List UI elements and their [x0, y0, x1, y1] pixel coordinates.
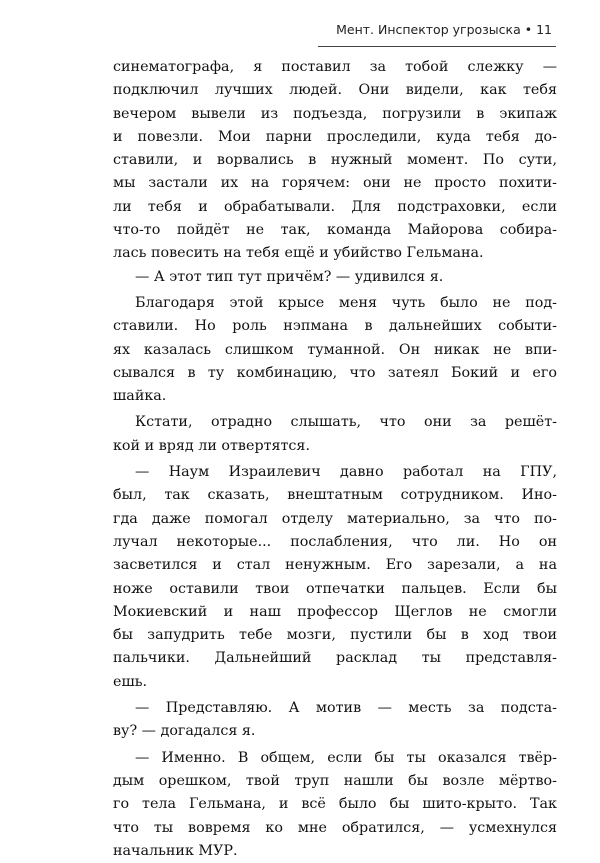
text-line: го тела Гельмана, и всё было бы шито-крыто. Так	[113, 796, 557, 813]
text-line: гда даже помогал отделу материально, за что по-	[113, 510, 557, 527]
text-line: подключил лучших людей. Они видели, как тебя	[113, 82, 557, 99]
text-line: ставили, и ворвались в нужный момент. По сути,	[113, 152, 557, 169]
text-line: что ты вовремя ко мне обратился, — усмехнулся	[113, 819, 557, 836]
text-line: ноже оставили твои отпечатки пальцев. Если бы	[113, 580, 557, 597]
text-line: ставили. Но роль нэпмана в дальнейших событи-	[113, 318, 557, 335]
text-line: — Наум Израилевич давно работал на ГПУ,	[135, 464, 557, 481]
text-line: ли тебя и обрабатывали. Для подстраховки, если	[113, 198, 557, 215]
running-header: Мент. Инспектор угрозыска • 11	[336, 22, 552, 37]
text-line: Благодаря этой крысе меня чуть было не под-	[135, 294, 557, 311]
text-line: дым орешком, твой труп нашли бы возле мёртво-	[113, 772, 557, 789]
text-line: — Именно. В общем, если бы ты оказался твёр-	[135, 749, 557, 766]
text-line: кой и вряд ли отвертятся.	[113, 437, 311, 454]
text-line: начальник МУР.	[113, 842, 238, 859]
text-line: Кстати, отрадно слышать, что они за решёт-	[135, 414, 557, 431]
text-line: вечером вывели из подъезда, погрузили в экипаж	[113, 105, 557, 122]
text-line: засветился и стал ненужным. Его зарезали, а на	[113, 557, 557, 574]
text-line: ях казалась слишком туманной. Он никак не впи-	[113, 341, 557, 358]
text-line: сывался в ту комбинацию, что затеял Бокий и его	[113, 364, 557, 381]
text-line: Мокиевский и наш профессор Щеглов не смогли	[113, 603, 557, 620]
text-line: был, так сказать, внештатным сотрудником. Ино-	[113, 487, 557, 504]
header-rule	[318, 46, 556, 47]
text-line: бы запудрить тебе мозги, пустили бы в ход твои	[113, 627, 557, 644]
text-line: пальчики. Дальнейший расклад ты представля-	[113, 650, 557, 667]
text-line: синематографа, я поставил за тобой слежку —	[113, 59, 557, 75]
text-line: мы застали их на горячем: они не просто похити-	[113, 175, 557, 192]
text-line: — А этот тип тут причём? — удивился я.	[135, 268, 444, 285]
text-line: лась повесить на тебя ещё и убийство Гельмана.	[113, 245, 484, 262]
text-line: — Представляю. А мотив — месть за подста-	[135, 700, 557, 717]
text-line: ву? — догадался я.	[113, 723, 256, 740]
text-line: лучал некоторые... послабления, что ли. Но он	[113, 533, 557, 550]
text-line: что-то пойдёт не так, команда Майорова собира-	[113, 222, 557, 239]
text-line: и повезли. Мои парни проследили, куда тебя до-	[113, 128, 557, 145]
text-line: ешь.	[113, 673, 148, 690]
text-line: шайка.	[113, 388, 167, 405]
body-text	[113, 56, 557, 863]
